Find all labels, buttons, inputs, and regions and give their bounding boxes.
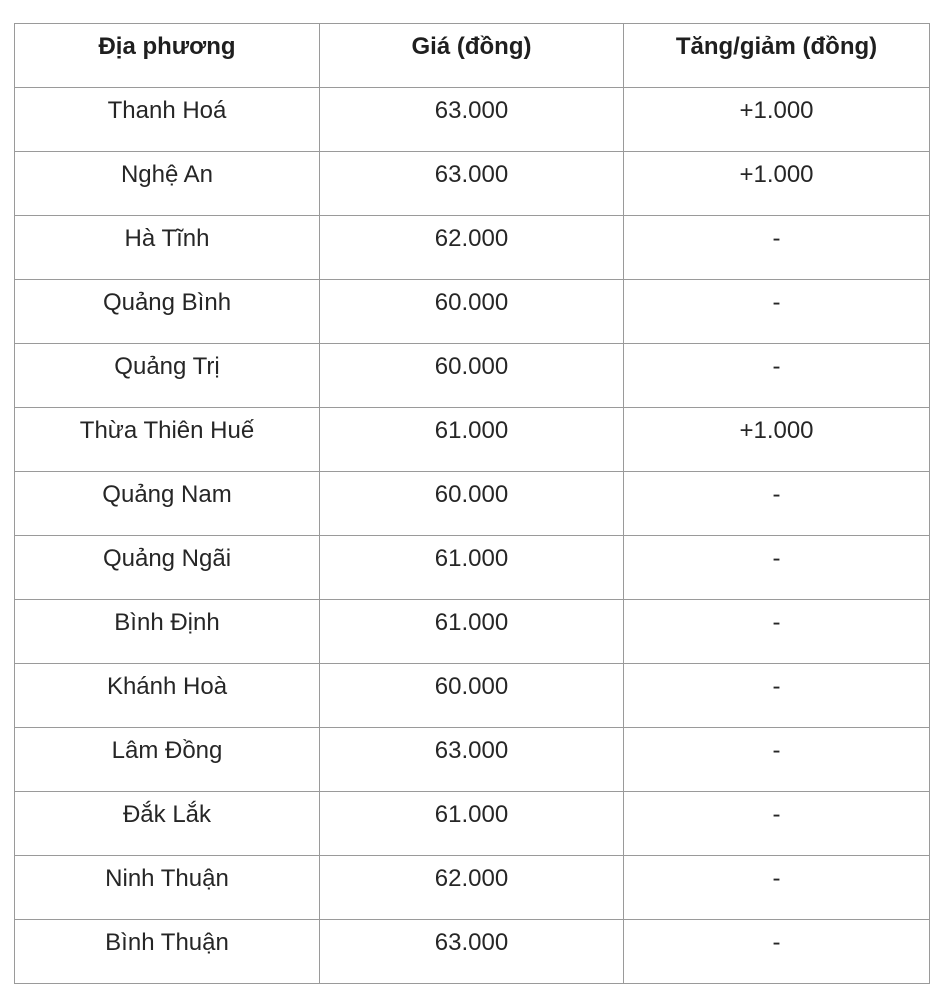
price-text: 60.000 (434, 481, 509, 508)
cell-region (15, 728, 320, 792)
price-text: 61.000 (434, 609, 509, 636)
change-text: +1.000 (739, 417, 814, 444)
price-text: 61.000 (434, 801, 509, 828)
region-text: Quảng Nam (102, 481, 232, 508)
table-row (15, 856, 930, 920)
region-text: Khánh Hoà (106, 673, 228, 700)
cell-region (15, 88, 320, 152)
region-text: Đắk Lắk (122, 801, 212, 828)
cell-change (624, 728, 930, 792)
table-row (15, 216, 930, 280)
cell-region (15, 536, 320, 600)
table-row (15, 88, 930, 152)
change-text: - (772, 353, 781, 380)
cell-price (320, 792, 624, 856)
change-text: +1.000 (739, 161, 814, 188)
cell-price (320, 728, 624, 792)
price-text: 61.000 (434, 545, 509, 572)
table-row (15, 280, 930, 344)
table-row (15, 472, 930, 536)
change-text: - (772, 225, 781, 252)
change-text: +1.000 (739, 97, 814, 124)
table-row (15, 728, 930, 792)
cell-price (320, 536, 624, 600)
table-row (15, 792, 930, 856)
cell-change (624, 344, 930, 408)
price-table (14, 23, 930, 984)
table-header (15, 24, 930, 88)
cell-price (320, 472, 624, 536)
change-text: - (772, 673, 781, 700)
cell-price (320, 344, 624, 408)
price-text: 62.000 (434, 865, 509, 892)
change-text: - (772, 929, 781, 956)
change-text: - (772, 289, 781, 316)
change-text: - (772, 609, 781, 636)
cell-change (624, 216, 930, 280)
region-text: Quảng Ngãi (102, 545, 232, 572)
table-row (15, 920, 930, 984)
price-text: 63.000 (434, 161, 509, 188)
price-text: 61.000 (434, 417, 509, 444)
cell-change (624, 152, 930, 216)
cell-change (624, 600, 930, 664)
header-change (624, 24, 930, 88)
table-row (15, 408, 930, 472)
table-row (15, 600, 930, 664)
price-text: 60.000 (434, 289, 509, 316)
price-text: 63.000 (434, 97, 509, 124)
cell-change (624, 792, 930, 856)
cell-region (15, 408, 320, 472)
change-text: - (772, 865, 781, 892)
cell-change (624, 536, 930, 600)
table-row (15, 344, 930, 408)
region-text: Lâm Đồng (111, 737, 223, 764)
cell-change (624, 472, 930, 536)
cell-region (15, 344, 320, 408)
cell-region (15, 152, 320, 216)
table-row (15, 536, 930, 600)
region-text: Quảng Trị (114, 353, 220, 380)
header-change-label: Tăng/giảm (đồng) (675, 33, 878, 60)
cell-change (624, 280, 930, 344)
header-region-label: Địa phương (98, 33, 236, 60)
table-row (15, 664, 930, 728)
change-text: - (772, 481, 781, 508)
region-text: Thừa Thiên Huế (79, 417, 255, 444)
table-row (15, 152, 930, 216)
change-text: - (772, 801, 781, 828)
cell-region (15, 664, 320, 728)
cell-price (320, 856, 624, 920)
header-row (15, 24, 930, 88)
cell-price (320, 216, 624, 280)
cell-region (15, 216, 320, 280)
cell-change (624, 856, 930, 920)
region-text: Bình Thuận (105, 929, 229, 956)
cell-region (15, 792, 320, 856)
cell-region (15, 920, 320, 984)
cell-price (320, 88, 624, 152)
cell-price (320, 664, 624, 728)
region-text: Quảng Bình (102, 289, 232, 316)
region-text: Nghệ An (120, 161, 214, 188)
cell-price (320, 920, 624, 984)
change-text: - (772, 545, 781, 572)
price-text: 62.000 (434, 225, 509, 252)
cell-change (624, 664, 930, 728)
header-price-label: Giá (đồng) (411, 33, 532, 60)
cell-region (15, 600, 320, 664)
header-region (15, 24, 320, 88)
header-price (320, 24, 624, 88)
cell-change (624, 88, 930, 152)
region-text: Bình Định (114, 609, 220, 636)
region-text: Ninh Thuận (105, 865, 229, 892)
cell-change (624, 920, 930, 984)
change-text: - (772, 737, 781, 764)
cell-price (320, 152, 624, 216)
cell-price (320, 280, 624, 344)
cell-region (15, 280, 320, 344)
price-text: 60.000 (434, 673, 509, 700)
cell-change (624, 408, 930, 472)
cell-region (15, 472, 320, 536)
price-text: 63.000 (434, 737, 509, 764)
price-text: 63.000 (434, 929, 509, 956)
cell-price (320, 408, 624, 472)
region-text: Hà Tĩnh (124, 225, 210, 252)
region-text: Thanh Hoá (107, 97, 227, 124)
cell-region (15, 856, 320, 920)
table-body (15, 88, 930, 984)
cell-price (320, 600, 624, 664)
price-text: 60.000 (434, 353, 509, 380)
